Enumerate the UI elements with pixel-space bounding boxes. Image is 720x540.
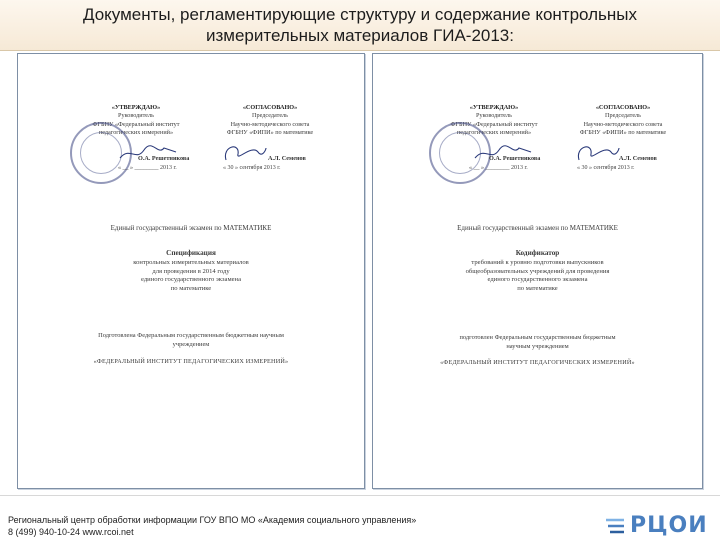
document-subtitle: [18, 259, 364, 293]
prepared-line: научным учреждением: [506, 342, 569, 350]
approve-date: « __ » ________ 2013 г.: [469, 165, 528, 171]
approve-role: Руководитель: [476, 112, 512, 120]
agree-org: ФГБНУ «ФИПИ» по математике: [579, 129, 667, 137]
document-specification: [17, 53, 365, 489]
agree-org: ФГБНУ «ФИПИ» по математике: [226, 129, 314, 137]
subtitle-line: для проведения в 2014 году: [152, 267, 230, 275]
agree-name: А.Л. Семенов: [619, 155, 657, 162]
approve-role: Руководитель: [118, 112, 154, 120]
approve-name: О.А. Решетникова: [489, 155, 541, 162]
slide-title-bar: [0, 0, 720, 51]
prepared-line: подготовлен Федеральным государственным бюджетным: [459, 334, 616, 341]
institute-name: «ФЕДЕРАЛЬНЫЙ ИНСТИТУТ ПЕДАГОГИЧЕСКИХ ИЗМЕРЕНИЙ»: [440, 359, 635, 366]
agree-date: « 30 » сентября 2013 г.: [577, 165, 635, 171]
approve-heading: «УТВЕРЖДАЮ»: [111, 104, 161, 111]
agree-role: Председатель: [605, 112, 641, 120]
institute-name: «ФЕДЕРАЛЬНЫЙ ИНСТИТУТ ПЕДАГОГИЧЕСКИХ ИЗМЕРЕНИЙ»: [93, 358, 289, 365]
subtitle-line: по математике: [170, 284, 212, 292]
subtitle-line: общеобразовательных учреждений для проведения: [465, 267, 610, 275]
agree-council: Научно-методического совета: [230, 120, 310, 128]
logo-icon: [604, 516, 626, 536]
agree-signature: [222, 140, 268, 166]
exam-heading: Единый государственный экзамен по МАТЕМАТИКЕ: [457, 224, 618, 232]
approve-org-2: педагогических измерений»: [456, 129, 532, 137]
slide-title-line-1: Документы, регламентирующие структуру и содержание контрольных: [82, 5, 637, 24]
rcoi-logo: [604, 514, 716, 538]
agree-council: Научно-методического совета: [583, 120, 663, 128]
approve-heading: «УТВЕРЖДАЮ»: [469, 104, 519, 111]
exam-heading: Единый государственный экзамен по МАТЕМАТИКЕ: [110, 224, 272, 232]
subtitle-line: требований к уровню подготовки выпускников: [471, 259, 604, 266]
footer-divider: [0, 495, 720, 496]
agree-signature: [575, 140, 621, 166]
agree-heading: «СОГЛАСОВАНО»: [242, 104, 298, 111]
agree-role: Председатель: [252, 112, 288, 120]
footer-contacts: 8 (499) 940-10-24 www.rcoi.net: [8, 527, 134, 537]
agree-block: [208, 104, 332, 138]
document-subtitle: [373, 259, 702, 293]
approve-org: ФГБНУ «Федеральный институт: [450, 120, 538, 128]
prepared-by: [18, 332, 364, 349]
subtitle-line: единого государственного экзамена: [487, 276, 588, 284]
approve-name: О.А. Решетникова: [138, 155, 190, 162]
approve-org-2: педагогических измерений»: [98, 129, 174, 137]
agree-date: « 30 » сентября 2013 г.: [223, 165, 281, 171]
prepared-by: [373, 334, 702, 351]
prepared-line: учреждением: [172, 340, 210, 348]
agree-name: А.Л. Семенов: [268, 155, 306, 162]
logo-text: РЦОИ: [630, 513, 708, 538]
prepared-line: Подготовлена Федеральным государственным бюджетным научным: [98, 332, 284, 339]
approve-date: « __ » ________ 2013 г.: [118, 165, 177, 171]
slide-title-line-2: измерительных материалов ГИА-2013:: [206, 26, 514, 45]
agree-heading: «СОГЛАСОВАНО»: [595, 104, 651, 111]
approve-org: ФГБНУ «Федеральный институт: [92, 120, 180, 128]
footer-org: Региональный центр обработки информации ГОУ ВПО МО «Академия социального управления»: [8, 515, 417, 525]
subtitle-line: контрольных измерительных материалов: [133, 259, 249, 266]
document-title: Кодификатор: [515, 249, 560, 257]
subtitle-line: по математике: [517, 284, 558, 292]
document-title: Спецификация: [166, 249, 216, 257]
agree-block: [561, 104, 685, 138]
subtitle-line: единого государственного экзамена: [140, 276, 242, 284]
document-codifier: [372, 53, 703, 489]
